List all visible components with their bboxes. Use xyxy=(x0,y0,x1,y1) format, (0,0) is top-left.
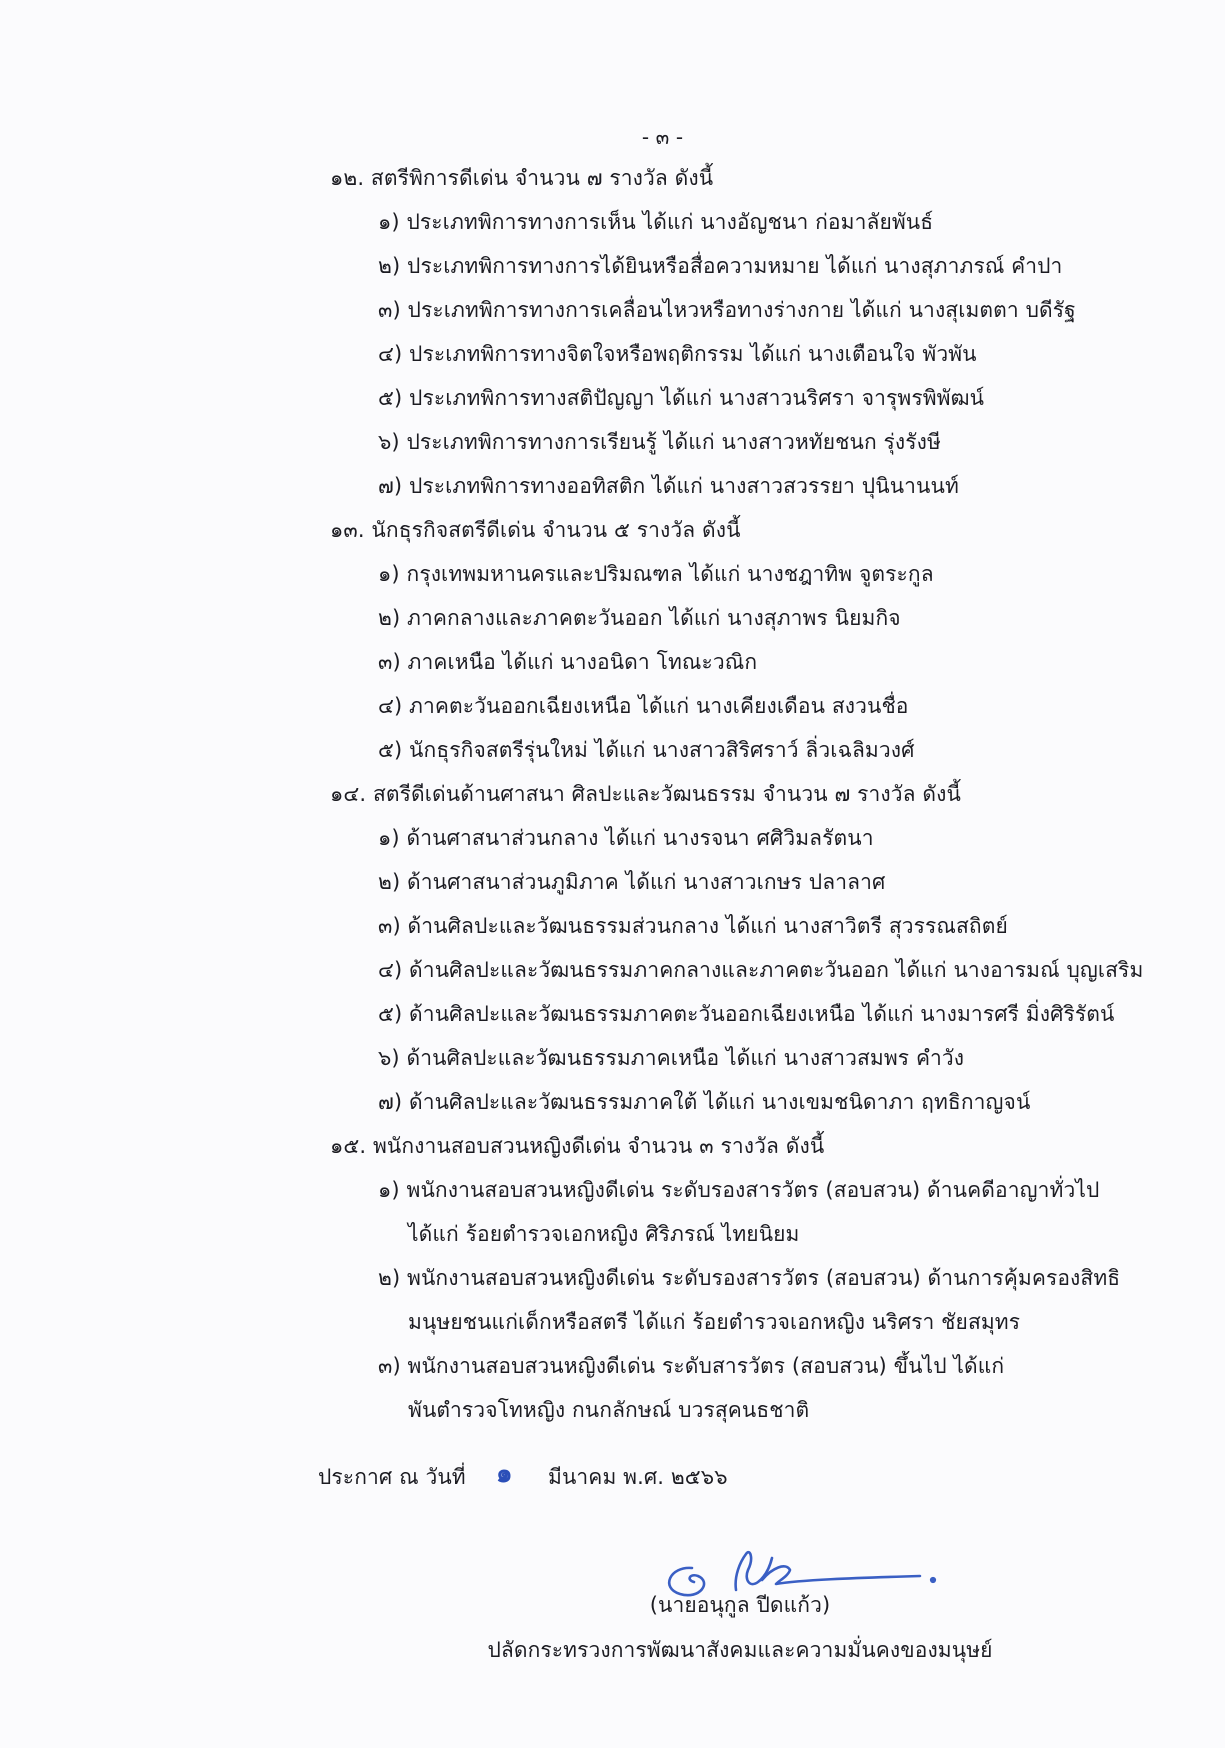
list-item: ๑) กรุงเทพมหานครและปริมณฑล ได้แก่ นางชฎาทิพ จูตระกูล xyxy=(378,562,934,586)
list-item: ๑) ด้านศาสนาส่วนกลาง ได้แก่ นางรจนา ศศิวิมลรัตนา xyxy=(378,826,874,850)
list-item: ๓) ภาคเหนือ ได้แก่ นางอนิดา โทณะวณิก xyxy=(378,650,758,674)
list-item: ๓) ประเภทพิการทางการเคลื่อนไหวหรือทางร่างกาย ได้แก่ นางสุเมตตา บดีรัฐ xyxy=(378,298,1076,322)
list-item-continuation: ได้แก่ ร้อยตำรวจเอกหญิง ศิริภรณ์ ไทยนิยม xyxy=(408,1222,800,1246)
list-item: ๑) ประเภทพิการทางการเห็น ได้แก่ นางอัญชนา ก่อมาลัยพันธ์ xyxy=(378,210,934,234)
list-item: ๓) พนักงานสอบสวนหญิงดีเด่น ระดับสารวัตร (สอบสวน) ขึ้นไป ได้แก่ xyxy=(378,1354,1005,1378)
list-item: ๖) ประเภทพิการทางการเรียนรู้ ได้แก่ นางสาวหทัยชนก รุ่งรังษี xyxy=(378,430,941,454)
section-14-heading: ๑๔. สตรีดีเด่นด้านศาสนา ศิลปะและวัฒนธรรม จำนวน ๗ รางวัล ดังนี้ xyxy=(330,782,961,806)
section-12-heading: ๑๒. สตรีพิการดีเด่น จำนวน ๗ รางวัล ดังนี้ xyxy=(330,166,714,190)
list-item: ๗) ด้านศิลปะและวัฒนธรรมภาคใต้ ได้แก่ นางเขมชนิดาภา ฤทธิกาญจน์ xyxy=(378,1090,1031,1114)
list-item: ๒) ประเภทพิการทางการได้ยินหรือสื่อความหมาย ได้แก่ นางสุภาภรณ์ คำปา xyxy=(378,254,1063,278)
list-item: ๗) ประเภทพิการทางออทิสติก ได้แก่ นางสาวสวรรยา ปุนินานนท์ xyxy=(378,474,959,498)
page-number: - ๓ - xyxy=(641,125,684,149)
list-item-continuation: พันตำรวจโทหญิง กนกลักษณ์ บวรสุคนธชาติ xyxy=(408,1398,810,1422)
announcement-day: ๑ xyxy=(496,1459,513,1489)
list-item: ๔) ด้านศิลปะและวัฒนธรรมภาคกลางและภาคตะวันออก ได้แก่ นางอารมณ์ บุญเสริม xyxy=(378,958,1144,982)
list-item: ๒) พนักงานสอบสวนหญิงดีเด่น ระดับรองสารวัตร (สอบสวน) ด้านการคุ้มครองสิทธิ xyxy=(378,1266,1121,1290)
list-item: ๕) ประเภทพิการทางสติปัญญา ได้แก่ นางสาวนริศรา จารุพรพิพัฒน์ xyxy=(378,386,985,410)
list-item: ๕) ด้านศิลปะและวัฒนธรรมภาคตะวันออกเฉียงเหนือ ได้แก่ นางมารศรี มิ่งศิริรัตน์ xyxy=(378,1002,1115,1026)
list-item: ๒) ด้านศาสนาส่วนภูมิภาค ได้แก่ นางสาวเกษร ปลาลาศ xyxy=(378,870,886,894)
list-item: ๔) ประเภทพิการทางจิตใจหรือพฤติกรรม ได้แก่ นางเตือนใจ พัวพัน xyxy=(378,342,977,366)
list-item-continuation: มนุษยชนแก่เด็กหรือสตรี ได้แก่ ร้อยตำรวจเอกหญิง นริศรา ชัยสมุทร xyxy=(408,1310,1021,1334)
section-15-heading: ๑๕. พนักงานสอบสวนหญิงดีเด่น จำนวน ๓ รางวัล ดังนี้ xyxy=(330,1134,825,1158)
list-item: ๑) พนักงานสอบสวนหญิงดีเด่น ระดับรองสารวัตร (สอบสวน) ด้านคดีอาญาทั่วไป xyxy=(378,1178,1100,1202)
signatory-position: ปลัดกระทรวงการพัฒนาสังคมและความมั่นคงของมนุษย์ xyxy=(487,1638,993,1662)
section-13-heading: ๑๓. นักธุรกิจสตรีดีเด่น จำนวน ๕ รางวัล ดังนี้ xyxy=(330,518,741,542)
announcement-prefix: ประกาศ ณ วันที่ xyxy=(318,1465,466,1489)
list-item: ๖) ด้านศิลปะและวัฒนธรรมภาคเหนือ ได้แก่ นางสาวสมพร คำวัง xyxy=(378,1046,965,1070)
list-item: ๕) นักธุรกิจสตรีรุ่นใหม่ ได้แก่ นางสาวสิริศราว์ ลิ่วเฉลิมวงศ์ xyxy=(378,738,915,762)
list-item: ๔) ภาคตะวันออกเฉียงเหนือ ได้แก่ นางเคียงเดือน สงวนชื่อ xyxy=(378,694,909,718)
list-item: ๓) ด้านศิลปะและวัฒนธรรมส่วนกลาง ได้แก่ นางสาวิตรี สุวรรณสถิตย์ xyxy=(378,914,1008,938)
signatory-name: (นายอนุกูล ปีดแก้ว) xyxy=(649,1593,831,1617)
announcement-month-year: มีนาคม พ.ศ. ๒๕๖๖ xyxy=(548,1465,728,1489)
list-item: ๒) ภาคกลางและภาคตะวันออก ได้แก่ นางสุภาพร นิยมกิจ xyxy=(378,606,901,630)
